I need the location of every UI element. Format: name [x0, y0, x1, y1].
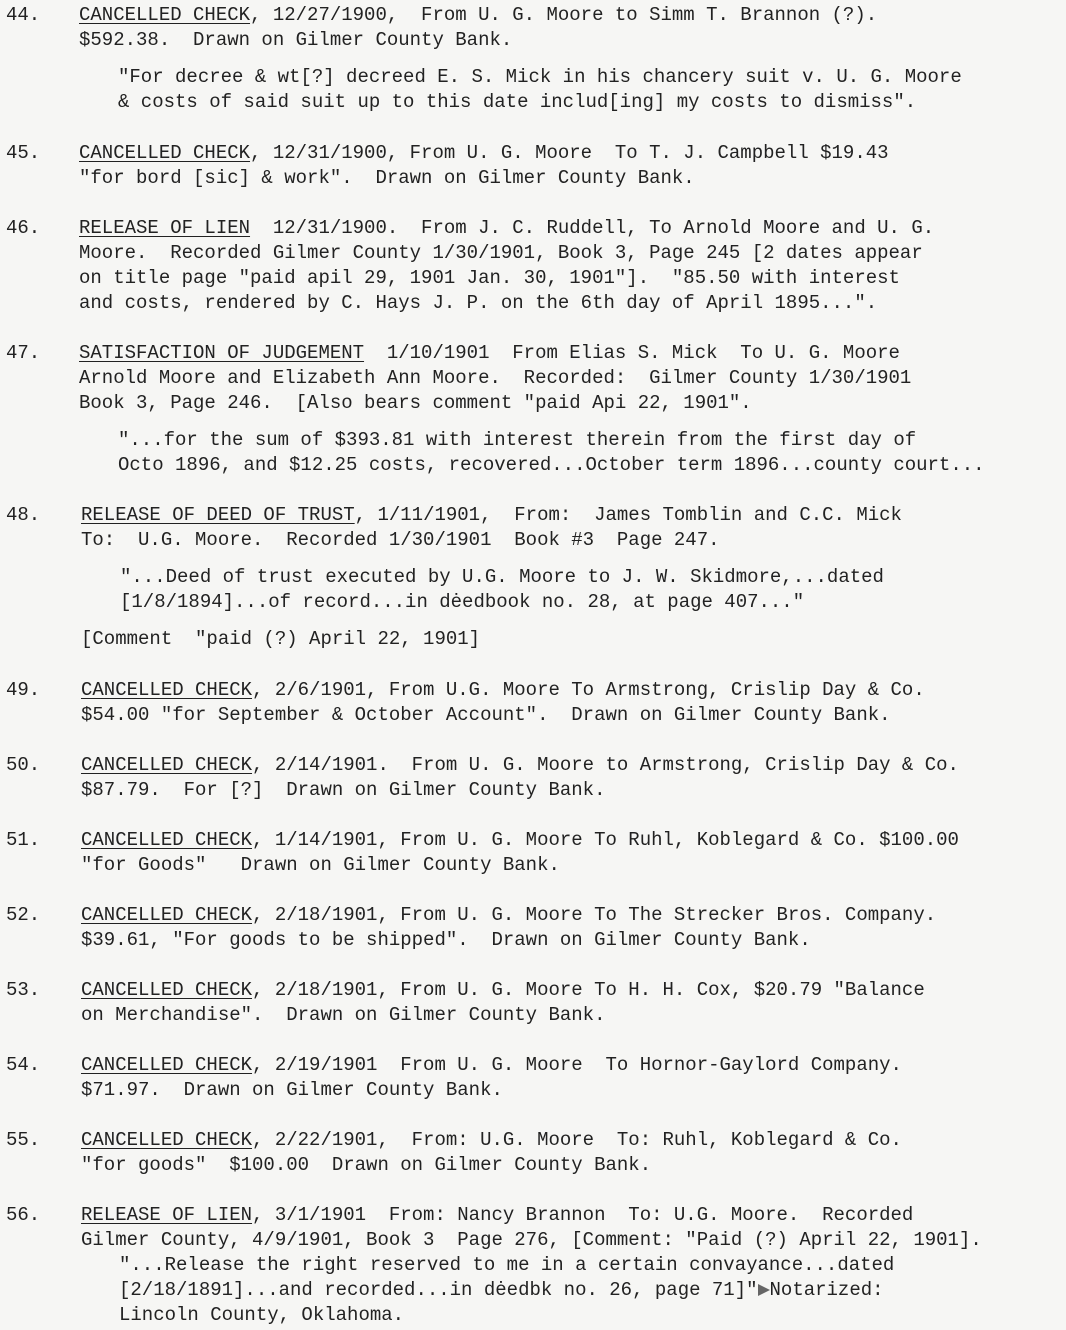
- entry-text: on title page "paid apil 29, 1901 Jan. 30, 1901"]. "85.50 with interest: [79, 267, 900, 289]
- entry-title: CANCELLED CHECK: [81, 1129, 253, 1151]
- entry-text: 1/10/1901 From Elias S. Mick To U. G. Moore: [364, 342, 900, 364]
- entry-title: CANCELLED CHECK: [81, 1054, 253, 1076]
- entry-number: 55.: [6, 1129, 41, 1151]
- entry-text: Arnold Moore and Elizabeth Ann Moore. Recorded: Gilmer County 1/30/1901: [79, 367, 912, 389]
- entry-text: , 2/6/1901, From U.G. Moore To Armstrong, Crislip Day & Co.: [252, 679, 925, 701]
- entry-title: CANCELLED CHECK: [81, 754, 253, 776]
- entry-title: RELEASE OF LIEN: [81, 1204, 253, 1226]
- entry-title: CANCELLED CHECK: [81, 679, 253, 701]
- entry-title: CANCELLED CHECK: [79, 4, 251, 26]
- entry-text: $71.97. Drawn on Gilmer County Bank.: [81, 1079, 503, 1101]
- entry-text: , 2/14/1901. From U. G. Moore to Armstrong, Crislip Day & Co.: [252, 754, 959, 776]
- entry-text: , 1/14/1901, From U. G. Moore To Ruhl, Koblegard & Co. $100.00: [252, 829, 959, 851]
- entry-number: 53.: [6, 979, 41, 1001]
- entry-text: $54.00 "for September & October Account". Drawn on Gilmer County Bank.: [81, 704, 891, 726]
- entry-title: CANCELLED CHECK: [81, 979, 253, 1001]
- entry-text: on Merchandise". Drawn on Gilmer County Bank.: [81, 1004, 606, 1026]
- entry-text: Gilmer County, 4/9/1901, Book 3 Page 276, [Comment: "Paid (?) April 22, 1901].: [81, 1229, 982, 1251]
- quote-line: Lincoln County, Oklahoma.: [119, 1304, 405, 1326]
- entry-number: 48.: [6, 504, 41, 526]
- entry-title: CANCELLED CHECK: [81, 829, 253, 851]
- entry-text: Moore. Recorded Gilmer County 1/30/1901, Book 3, Page 245 [2 dates appear: [79, 242, 923, 264]
- entry-text: , 2/18/1901, From U. G. Moore To H. H. Cox, $20.79 "Balance: [252, 979, 925, 1001]
- entry-number: 45.: [6, 142, 41, 164]
- entry-text: "for bord [sic] & work". Drawn on Gilmer County Bank.: [79, 167, 695, 189]
- entry-title: RELEASE OF DEED OF TRUST: [81, 504, 355, 526]
- entry-text: "for Goods" Drawn on Gilmer County Bank.: [81, 854, 560, 876]
- entry-number: 51.: [6, 829, 41, 851]
- entry-title: CANCELLED CHECK: [79, 142, 251, 164]
- entry-text: To: U.G. Moore. Recorded 1/30/1901 Book #3 Page 247.: [81, 529, 720, 551]
- entry-text: , 1/11/1901, From: James Tomblin and C.C. Mick: [354, 504, 902, 526]
- quote-line: & costs of said suit up to this date includ[ing] my costs to dismiss".: [118, 91, 917, 113]
- entry-text: $592.38. Drawn on Gilmer County Bank.: [79, 29, 513, 51]
- entry-quote: [81, 1253, 1066, 1328]
- entry-text: $39.61, "For goods to be shipped". Drawn on Gilmer County Bank.: [81, 929, 811, 951]
- entry-quote: [79, 428, 1066, 478]
- entry-text: and costs, rendered by C. Hays J. P. on the 6th day of April 1895...".: [79, 292, 878, 314]
- quote-line: [1/8/1894]...of record...in dėedbook no. 28, at page 407...": [120, 591, 805, 613]
- entry-number: 52.: [6, 904, 41, 926]
- entry-number: 49.: [6, 679, 41, 701]
- quote-line: Octo 1896, and $12.25 costs, recovered...October term 1896...county court...: [118, 454, 985, 476]
- entry-text: $87.79. For [?] Drawn on Gilmer County Bank.: [81, 779, 606, 801]
- entry-text: , 2/22/1901, From: U.G. Moore To: Ruhl, Koblegard & Co.: [252, 1129, 902, 1151]
- entry-number: 44.: [6, 4, 41, 26]
- entry-number: 56.: [6, 1204, 41, 1226]
- arrow-marker-icon: [758, 1284, 770, 1296]
- entry-title: SATISFACTION OF JUDGEMENT: [79, 342, 365, 364]
- entry-text: , 3/1/1901 From: Nancy Brannon To: U.G. Moore. Recorded: [252, 1204, 914, 1226]
- entry-text: , 12/31/1900, From U. G. Moore To T. J. Campbell $19.43: [250, 142, 889, 164]
- entry-text: 12/31/1900. From J. C. Ruddell, To Arnold Moore and U. G.: [250, 217, 935, 239]
- quote-line: "...Deed of trust executed by U.G. Moore to J. W. Skidmore,...dated: [120, 566, 884, 588]
- entry-quote: [79, 65, 1066, 115]
- entry-quote: [81, 565, 1066, 615]
- entry-number: 46.: [6, 217, 41, 239]
- quote-line: "For decree & wt[?] decreed E. S. Mick in his chancery suit v. U. G. Moore: [118, 66, 962, 88]
- quote-line: "...Release the right reserved to me in a certain convayance...dated: [119, 1254, 895, 1276]
- entry-title: RELEASE OF LIEN: [79, 217, 251, 239]
- entry-text: , 2/19/1901 From U. G. Moore To Hornor-Gaylord Company.: [252, 1054, 902, 1076]
- entry-number: 47.: [6, 342, 41, 364]
- entry-text: , 2/18/1901, From U. G. Moore To The Strecker Bros. Company.: [252, 904, 937, 926]
- quote-line: "...for the sum of $393.81 with interest therein from the first day of: [118, 429, 917, 451]
- quote-line: [2/18/1891]...and recorded...in dėedbk no. 26, page 71]": [119, 1279, 758, 1301]
- entry-text: "for goods" $100.00 Drawn on Gilmer County Bank.: [81, 1154, 652, 1176]
- entry-number: 50.: [6, 754, 41, 776]
- entry-text: Book 3, Page 246. [Also bears comment "paid Api 22, 1901".: [79, 392, 752, 414]
- notarized-label: Notarized:: [769, 1279, 884, 1301]
- entry-text: , 12/27/1900, From U. G. Moore to Simm T. Brannon (?).: [250, 4, 878, 26]
- entry-number: 54.: [6, 1054, 41, 1076]
- entry-comment: [Comment "paid (?) April 22, 1901]: [81, 628, 481, 650]
- entry-title: CANCELLED CHECK: [81, 904, 253, 926]
